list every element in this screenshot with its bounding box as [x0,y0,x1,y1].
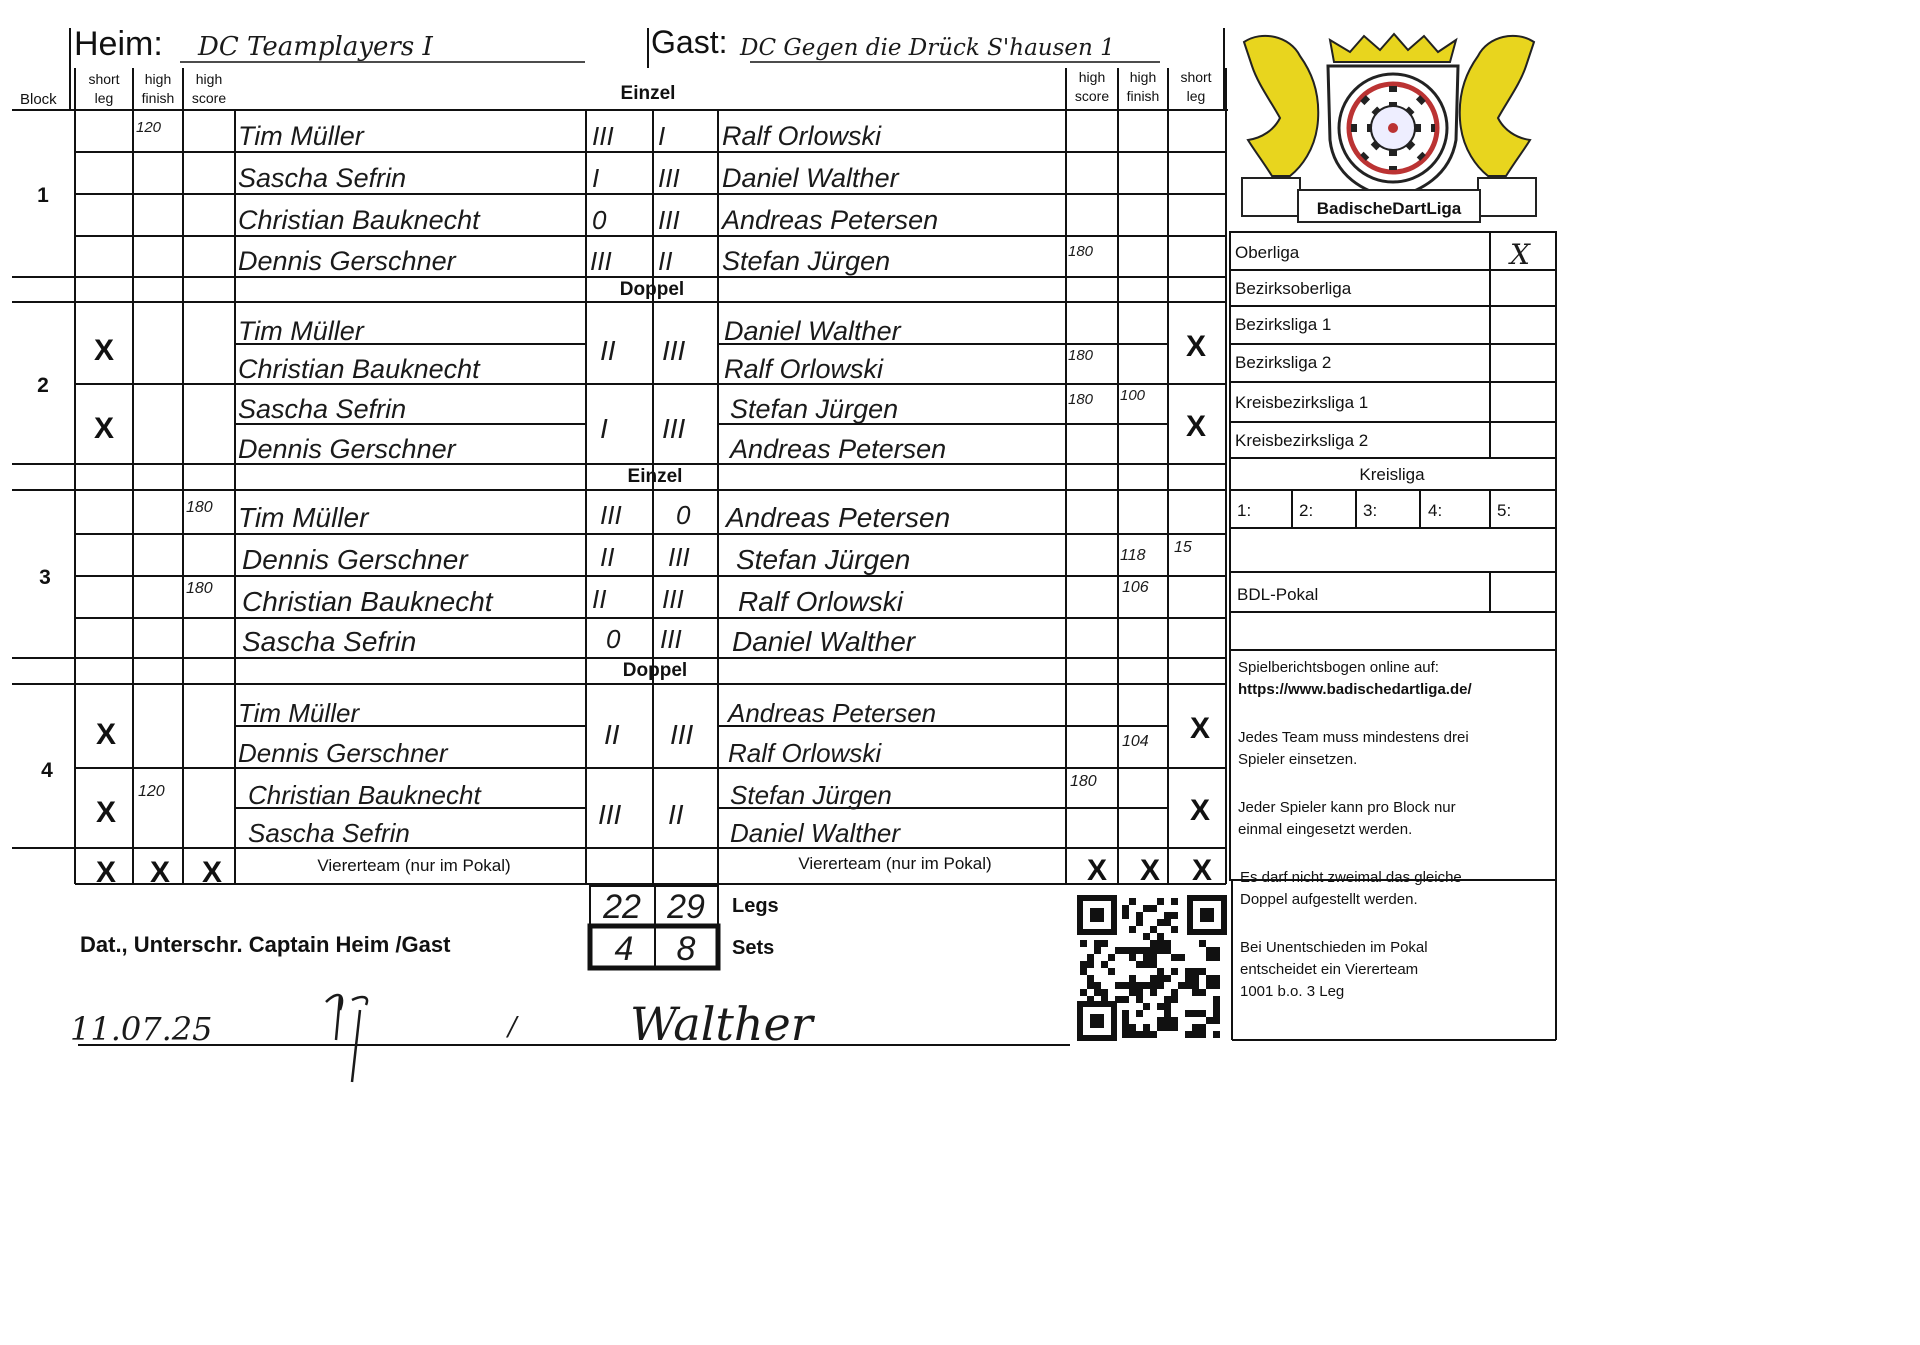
section-doppel-2: Doppel [622,660,688,681]
kreisliga-group-4: 4: [1428,501,1443,520]
b3-r1-guest-player: Andreas Petersen [726,502,951,533]
vierer-guest-mark-2: X [1139,854,1161,887]
legs-home-total: 22 [603,888,641,926]
block-number-3: 3 [39,566,51,589]
signature-date: 11.07.25 [70,1010,213,1048]
b2-m1-home-legs: II [600,335,616,366]
b2-m2-home-player-1: Sascha Sefrin [238,394,407,424]
guest-label: Gast: [651,24,728,60]
league-bezirksoberliga: Bezirksoberliga [1235,279,1352,298]
b1-r2-home-legs: I [592,163,600,193]
b4-m2-home-player-1: Christian Bauknecht [248,780,481,810]
b2-m2-guest-player-1: Stefan Jürgen [730,394,899,424]
b4-m1-guest-legs: III [670,719,694,750]
b3-r3-guest-player: Ralf Orlowski [738,586,903,617]
b3-r2-guest-high-finish: 118 [1120,547,1146,564]
b4-m1-guest-high-finish: 104 [1122,733,1149,750]
sets-label: Sets [732,937,775,959]
b1-r2-guest-player: Daniel Walther [722,163,899,193]
vierer-guest-mark-1: X [1086,854,1108,887]
kreisliga-group-3: 3: [1363,501,1378,520]
b1-r2-home-player: Sascha Sefrin [238,163,407,193]
b4-m2-home-high-finish: 120 [138,783,165,800]
section-doppel-1: Doppel [619,279,685,300]
col-guest-short-leg-1: short [1180,69,1212,85]
b2-m2-home-short-leg: X [93,412,115,445]
section-einzel-1: Einzel [620,83,676,104]
sets-guest-total: 8 [676,930,696,968]
logo-text: BadischeDartLiga [1316,199,1462,218]
b4-m2-home-legs: III [598,799,622,830]
b4-m1-guest-short-leg: X [1189,712,1211,745]
kreisliga-label: Kreisliga [1359,465,1425,484]
b2-m1-guest-high-score: 180 [1068,347,1094,364]
b3-r3-guest-high-finish: 106 [1122,579,1149,596]
b3-r3-home-high-score: 180 [186,580,213,597]
b2-m2-guest-short-leg: X [1185,410,1207,443]
b2-m2-guest-player-2: Andreas Petersen [730,434,947,464]
b2-m1-guest-player-2: Ralf Orlowski [724,354,884,384]
home-team-name: DC Teamplayers I [198,32,433,62]
b3-r2-guest-legs: III [668,542,690,572]
b1-r1-guest-legs: I [658,121,666,151]
signature-separator: / [508,1012,517,1042]
league-bezirksliga-1: Bezirksliga 1 [1235,315,1332,334]
col-high-finish-2: finish [141,90,175,106]
league-bezirksliga-2: Bezirksliga 2 [1235,353,1332,372]
info-rule1a: Jedes Team muss mindestens drei [1238,729,1469,746]
b4-m1-home-player-2: Dennis Gerschner [238,738,448,768]
b1-r1-home-player: Tim Müller [238,121,364,151]
b4-m2-guest-short-leg: X [1189,794,1211,827]
qr-code-icon [1078,895,1226,1041]
sets-home-total: 4 [614,930,634,968]
b4-m1-home-legs: II [604,719,620,750]
league-kreisbezirksliga-2: Kreisbezirksliga 2 [1235,431,1369,450]
col-guest-short-leg-2: leg [1186,88,1206,104]
b1-r3-guest-player: Andreas Petersen [722,205,939,235]
b4-m2-guest-high-score: 180 [1070,773,1097,790]
vierer-home-mark-1: X [95,856,117,889]
b1-r1-home-legs: III [592,121,614,151]
vierer-home-label: Viererteam (nur im Pokal) [317,856,511,875]
b4-m1-guest-player-1: Andreas Petersen [728,698,937,728]
b2-m2-home-player-2: Dennis Gerschner [238,434,456,464]
b4-m2-home-short-leg: X [95,796,117,829]
b3-r4-home-player: Sascha Sefrin [242,626,417,657]
b2-m1-guest-legs: III [662,335,686,366]
col-guest-high-finish-1: high [1129,69,1157,85]
bdl-logo [1242,34,1536,222]
b3-r3-home-player: Christian Bauknecht [242,586,493,617]
b2-m1-home-player-1: Tim Müller [238,316,364,346]
oberliga-checkmark: X [1510,238,1530,271]
info-url: https://www.badischedartliga.de/ [1238,681,1472,698]
league-oberliga: Oberliga [1235,243,1300,262]
col-block: Block [20,91,57,108]
b3-r2-guest-player: Stefan Jürgen [736,544,911,575]
b2-m2-guest-high-finish: 100 [1120,387,1146,404]
col-guest-high-finish-2: finish [1126,88,1160,104]
kreisliga-group-1: 1: [1237,501,1252,520]
legs-guest-total: 29 [667,888,705,926]
b1-r4-guest-player: Stefan Jürgen [722,246,891,276]
b3-r4-guest-legs: III [660,624,682,654]
vierer-guest-label: Viererteam (nur im Pokal) [798,854,992,873]
b1-r3-home-player: Christian Bauknecht [238,205,480,235]
b4-m1-guest-player-2: Ralf Orlowski [728,738,882,768]
block-number-4: 4 [41,759,53,782]
b3-r4-home-legs: 0 [606,624,621,654]
col-high-finish-1: high [144,71,172,87]
b4-m2-home-player-2: Sascha Sefrin [248,818,410,848]
block-number-1: 1 [37,184,49,207]
b3-r1-guest-legs: 0 [676,500,691,530]
info-rule4c: 1001 b.o. 3 Leg [1240,983,1345,1000]
kreisliga-group-2: 2: [1299,501,1314,520]
col-short-leg-2: leg [94,90,114,106]
info-rule1b: Spieler einsetzen. [1238,751,1358,768]
vierer-home-mark-3: X [201,856,223,889]
col-high-score-2: score [191,90,227,106]
col-high-score-1: high [195,71,223,87]
b1-r3-guest-legs: III [658,205,680,235]
league-kreisbezirksliga-1: Kreisbezirksliga 1 [1235,393,1369,412]
b3-r3-home-legs: II [592,584,607,614]
b3-r2-home-player: Dennis Gerschner [242,544,468,575]
guest-team-name: DC Gegen die Drück S'hausen 1 [740,35,1115,61]
b3-r4-guest-player: Daniel Walther [732,626,916,657]
col-guest-high-score-2: score [1074,88,1110,104]
col-short-leg-1: short [88,71,120,87]
vierer-home-mark-2: X [149,856,171,889]
b2-m1-guest-short-leg: X [1185,330,1207,363]
b3-r1-home-legs: III [600,500,622,530]
info-rule3a: Es darf nicht zweimal das gleiche [1240,869,1462,886]
b2-m1-guest-player-1: Daniel Walther [724,316,901,346]
b2-m2-home-legs: I [600,413,608,444]
b1-r2-guest-legs: III [658,163,680,193]
b1-r4-guest-legs: II [658,246,673,276]
col-guest-high-score-1: high [1078,69,1106,85]
b1-r3-home-legs: 0 [592,205,607,235]
b4-m1-home-short-leg: X [95,718,117,751]
section-einzel-2: Einzel [627,466,683,487]
league-bdl-pokal: BDL-Pokal [1237,585,1319,604]
info-rule4a: Bei Unentschieden im Pokal [1240,939,1428,956]
vierer-guest-mark-3: X [1191,854,1213,887]
b1-r1-home-high-finish: 120 [136,119,162,136]
b3-r1-home-player: Tim Müller [238,502,369,533]
info-online-label: Spielberichtsbogen online auf: [1238,659,1439,676]
info-rule3b: Doppel aufgestellt werden. [1240,891,1418,908]
info-rule2b: einmal eingesetzt werden. [1238,821,1413,838]
b1-r4-guest-high-score: 180 [1068,243,1094,260]
b3-r1-home-high-score: 180 [186,499,213,516]
b4-m2-guest-player-1: Stefan Jürgen [730,780,892,810]
home-label: Heim: [74,25,163,63]
kreisliga-group-5: 5: [1497,501,1512,520]
b1-r4-home-player: Dennis Gerschner [238,246,456,276]
b1-r1-guest-player: Ralf Orlowski [722,121,882,151]
b3-r3-guest-legs: III [662,584,684,614]
b3-r2-guest-short-leg: 15 [1174,539,1192,556]
b2-m2-guest-high-score: 180 [1068,391,1094,408]
signature-label: Dat., Unterschr. Captain Heim /Gast [80,932,451,957]
b4-m2-guest-player-2: Daniel Walther [730,818,901,848]
b2-m2-guest-legs: III [662,413,686,444]
legs-label: Legs [732,895,779,917]
b4-m2-guest-legs: II [668,799,684,830]
block-number-2: 2 [37,374,49,397]
b2-m1-home-short-leg: X [93,334,115,367]
info-rule4b: entscheidet ein Viererteam [1240,961,1419,978]
b4-m1-home-player-1: Tim Müller [238,698,360,728]
guest-captain-signature: Walther [630,997,813,1051]
b3-r2-home-legs: II [600,542,615,572]
info-rule2a: Jeder Spieler kann pro Block nur [1238,799,1456,816]
b2-m1-home-player-2: Christian Bauknecht [238,354,480,384]
b1-r4-home-legs: III [590,246,612,276]
